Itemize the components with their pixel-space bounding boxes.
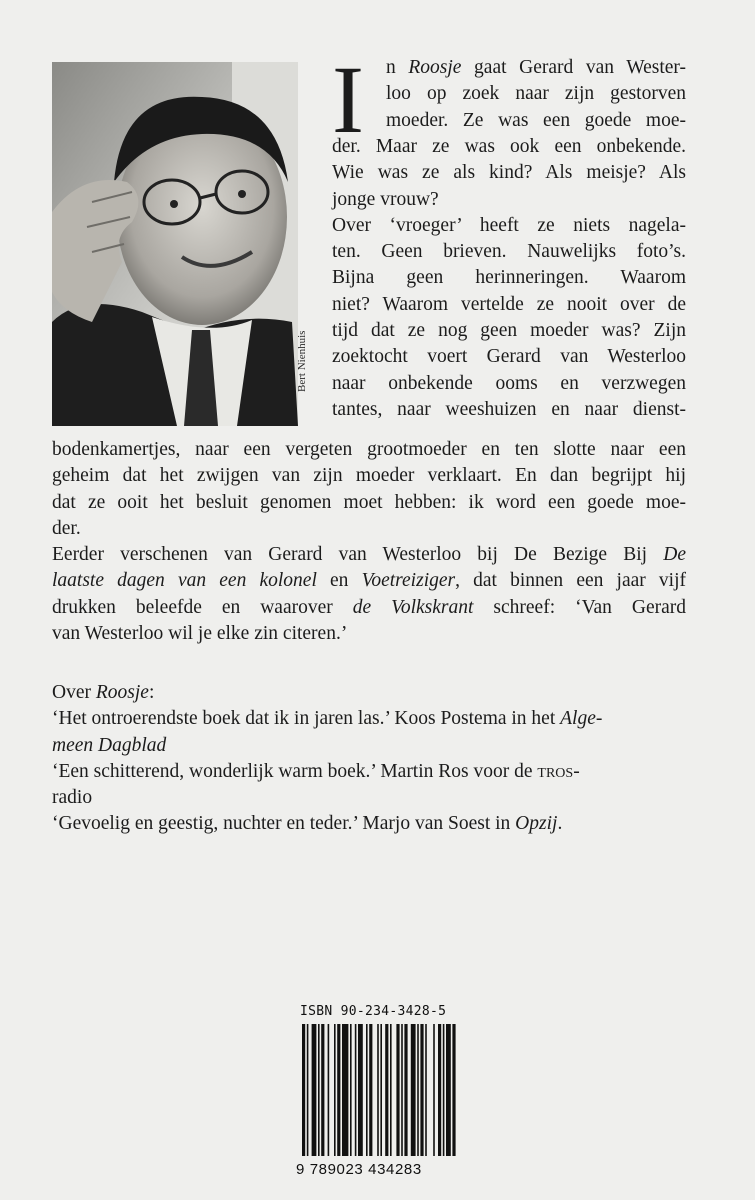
text-line: ten. Geen brieven. Nauwelijks foto’s. — [332, 241, 686, 263]
text-line: der. Maar ze was ook een onbekende. — [332, 136, 686, 157]
text-line: tijd dat ze nog geen moeder was? Zijn — [332, 320, 686, 342]
text-line: laatste dagen van een kolonel en Voetreiziger, dat binnen een jaar vijf — [52, 570, 687, 592]
text-line: Eerder verschenen van Gerard van Westerloo bij De Bezige Bij De — [52, 544, 686, 566]
review-quote: ‘Gevoelig en geestig, nuchter en teder.’ Marjo van Soest in Opzij. — [52, 813, 563, 835]
reviews-heading: Over Roosje: — [52, 682, 155, 703]
reviews — [52, 680, 692, 838]
text-line: moeder. Ze was een goede moe- — [386, 109, 686, 131]
text-line: loo op zoek naar zijn gestorven — [386, 83, 686, 105]
author-photo — [52, 62, 298, 426]
text-line: Wie was ze als kind? Als meisje? Als — [332, 162, 686, 184]
text-line: Over ‘vroeger’ heeft ze niets nagela- — [332, 214, 686, 236]
text-line: niet? Waarom vertelde ze nooit over de — [332, 293, 686, 315]
text-line: der. — [52, 517, 81, 539]
photo-credit: Bert Nienhuis — [296, 330, 308, 392]
text-line: naar onbekende ooms en verzwegen — [332, 372, 686, 394]
ean-digits: 9 789023 434283 — [296, 1161, 422, 1178]
text-line: jonge vrouw? — [332, 188, 439, 210]
review-quote: ‘Het ontroerendste boek dat ik in jaren las.’ Koos Postema in het Alge- meen Dagblad — [52, 708, 603, 756]
text-line: zoektocht voert Gerard van Westerloo — [332, 346, 686, 368]
text-line: dat ze ooit het besluit genomen moet hebben: ik word een goede moe- — [52, 491, 686, 513]
text-line: tantes, naar weeshuizen en naar dienst- — [332, 398, 686, 420]
review-quote: ‘Een schitterend, wonderlijk warm boek.’ Martin Ros voor de tros- radio — [52, 760, 580, 809]
text-line: van Westerloo wil je elke zin citeren.’ — [52, 623, 348, 645]
text-line: bodenkamertjes, naar een vergeten grootmoeder en ten slotte naar een — [52, 439, 686, 460]
author-portrait-icon — [52, 62, 298, 426]
isbn-label: ISBN 90-234-3428-5 — [300, 1004, 447, 1019]
text-line: drukken beleefde en waarover de Volkskrant schreef: ‘Van Gerard — [52, 596, 686, 618]
blurb-column — [332, 134, 686, 423]
blurb-opening — [386, 55, 686, 134]
text-line: Bijna geen herinneringen. Waarom — [332, 267, 686, 289]
drop-cap: I — [332, 46, 364, 153]
text-line: n Roosje gaat Gerard van Wester- — [386, 57, 687, 78]
text-line: geheim dat het zwijgen van zijn moeder verklaart. En dan begrijpt hij — [52, 465, 686, 487]
barcode-icon — [300, 1024, 460, 1158]
blurb-full-width — [52, 437, 686, 647]
